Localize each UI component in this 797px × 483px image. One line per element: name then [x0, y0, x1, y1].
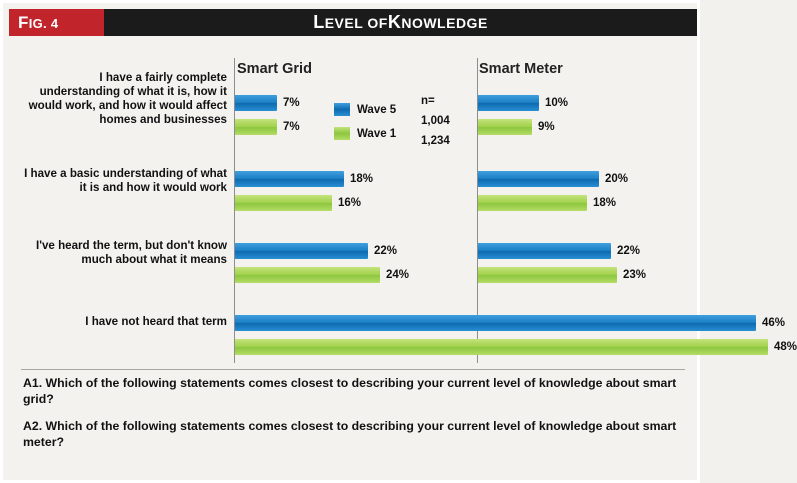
legend [334, 101, 396, 149]
figure-title: L EVEL OF K NOWLEDGE [313, 12, 488, 32]
bar-value-label: 22% [617, 245, 641, 257]
bar-value-label: 18% [350, 173, 374, 185]
legend-swatch-icon [334, 103, 350, 116]
bar-smart-meter-wave-1-0 [478, 119, 532, 135]
chart-area [9, 43, 797, 368]
category-label: I have a basic understanding of what it is and how it would work [24, 167, 227, 194]
panel-title-smart-grid: Smart Grid [237, 61, 312, 77]
legend-label: Wave 1 [357, 127, 397, 140]
figure-number-label: FIG. 4 [18, 12, 59, 32]
bar-value-label: 7% [283, 97, 300, 109]
bar-smart-grid-wave-5-1 [235, 171, 344, 187]
sample-size-wave5: 1,004 [421, 115, 450, 127]
bar-value-label: 10% [545, 97, 569, 109]
panel-title-smart-meter: Smart Meter [479, 61, 563, 77]
legend-item-wave5 [334, 101, 396, 118]
bar-smart-grid-wave-1-2 [235, 267, 380, 283]
bar-smart-meter-wave-5-0 [478, 95, 539, 111]
sample-size-wave1: 1,234 [421, 135, 450, 147]
bar-value-label: 7% [283, 121, 300, 133]
figure-header [9, 9, 697, 36]
bar-value-label: 24% [386, 269, 410, 281]
bar-smart-grid-wave-1-0 [235, 119, 277, 135]
legend-label: Wave 5 [357, 103, 397, 116]
bar-smart-meter-wave-1-3 [478, 339, 768, 355]
bar-smart-meter-wave-5-1 [478, 171, 599, 187]
bar-smart-meter-wave-5-3 [478, 315, 756, 331]
footnotes [23, 375, 683, 461]
figure-number-badge [9, 9, 104, 36]
bar-smart-grid-wave-1-1 [235, 195, 332, 211]
legend-item-wave1 [334, 125, 396, 142]
footnote-a1: A1. Which of the following statements comes closest to describing your current level of knowledge about smart grid? [23, 376, 677, 406]
sample-size-box [421, 91, 450, 151]
sample-size-header: n= [421, 95, 435, 107]
bar-value-label: 22% [374, 245, 398, 257]
bar-value-label: 46% [762, 317, 786, 329]
bar-value-label: 18% [593, 197, 617, 209]
bar-value-label: 16% [338, 197, 362, 209]
legend-swatch-icon [334, 127, 350, 140]
bar-value-label: 9% [538, 121, 555, 133]
bar-value-label: 23% [623, 269, 647, 281]
category-label: I've heard the term, but don't know much about what it means [35, 239, 227, 266]
category-label: I have not heard that term [85, 315, 227, 328]
bar-smart-meter-wave-1-2 [478, 267, 617, 283]
bar-smart-meter-wave-1-1 [478, 195, 587, 211]
bar-smart-meter-wave-5-2 [478, 243, 611, 259]
bar-smart-grid-wave-5-0 [235, 95, 277, 111]
divider [21, 369, 685, 370]
bar-value-label: 20% [605, 173, 629, 185]
category-labels [19, 43, 227, 363]
category-label: I have a fairly complete understanding of what it is, how it would work, and how it would affect homes and businesses [28, 71, 227, 126]
bar-value-label: 48% [774, 341, 797, 353]
footnote-a2: A2. Which of the following statements comes closest to describing your current level of knowledge about smart meter? [23, 419, 677, 449]
bar-smart-grid-wave-5-2 [235, 243, 368, 259]
